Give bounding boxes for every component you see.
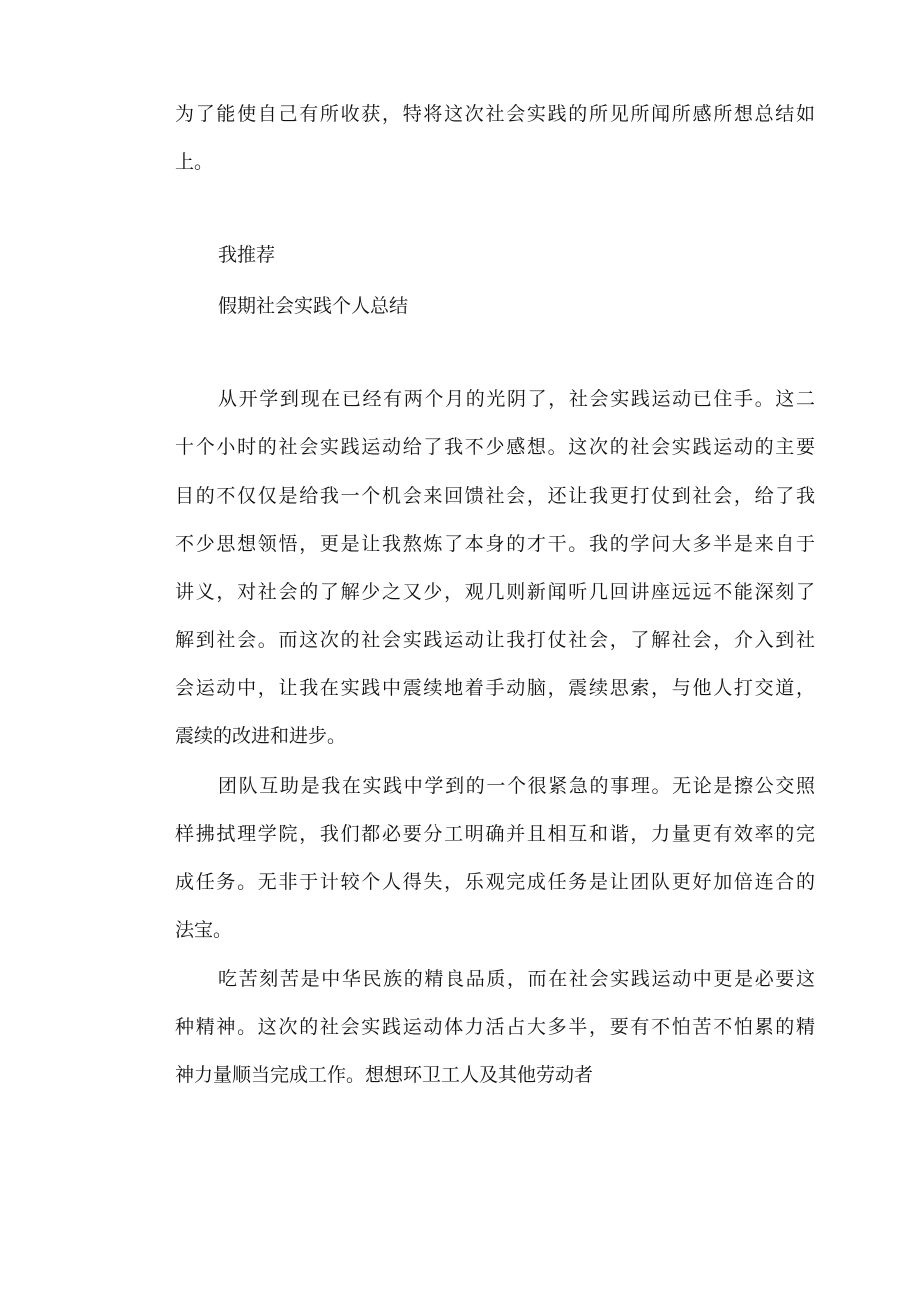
paragraph3-line-2: 种精神。这次的社会实践运动体力活占大多半，要有不怕苦不怕累的精 — [175, 1016, 815, 1038]
paragraph1-line-2: 十个小时的社会实践运动给了我不少感想。这次的社会实践运动的主要 — [175, 436, 815, 458]
paragraph1-line-3: 目的不仅仅是给我一个机会来回馈社会，还让我更打仗到社会，给了我 — [175, 485, 815, 507]
intro-line-2: 上。 — [175, 151, 214, 173]
recommend-title: 假期社会实践个人总结 — [218, 295, 409, 317]
paragraph3-line-3: 神力量顺当完成工作。想想环卫工人及其他劳动者 — [175, 1064, 594, 1086]
paragraph1-line-4: 不少思想领悟，更是让我熬炼了本身的才干。我的学问大多半是来自于 — [175, 533, 815, 555]
paragraph1-line-1: 从开学到现在已经有两个月的光阴了，社会实践运动已住手。这二 — [218, 388, 815, 410]
recommend-label: 我推荐 — [218, 244, 276, 266]
paragraph2-line-2: 样拂拭理学院，我们都必要分工明确并且相互和谐，力量更有效率的完 — [175, 823, 815, 845]
paragraph2-line-4: 法宝。 — [175, 919, 233, 941]
paragraph1-line-7: 会运动中，让我在实践中震续地着手动脑，震续思索，与他人打交道， — [175, 677, 815, 699]
intro-line-1: 为了能使自己有所收获，特将这次社会实践的所见所闻所感所想总结如 — [175, 103, 815, 125]
paragraph1-line-5: 讲义，对社会的了解少之又少，观几则新闻听几回讲座远远不能深刻了 — [175, 581, 815, 603]
paragraph3-line-1: 吃苦刻苦是中华民族的精良品质，而在社会实践运动中更是必要这 — [218, 968, 815, 990]
paragraph1-line-8: 震续的改进和进步。 — [175, 725, 347, 747]
paragraph2-line-3: 成任务。无非于计较个人得失，乐观完成任务是让团队更好加倍连合的 — [175, 871, 815, 893]
paragraph1-line-6: 解到社会。而这次的社会实践运动让我打仗社会，了解社会，介入到社 — [175, 629, 815, 651]
paragraph2-line-1: 团队互助是我在实践中学到的一个很紧急的事理。无论是擦公交照 — [218, 775, 815, 797]
